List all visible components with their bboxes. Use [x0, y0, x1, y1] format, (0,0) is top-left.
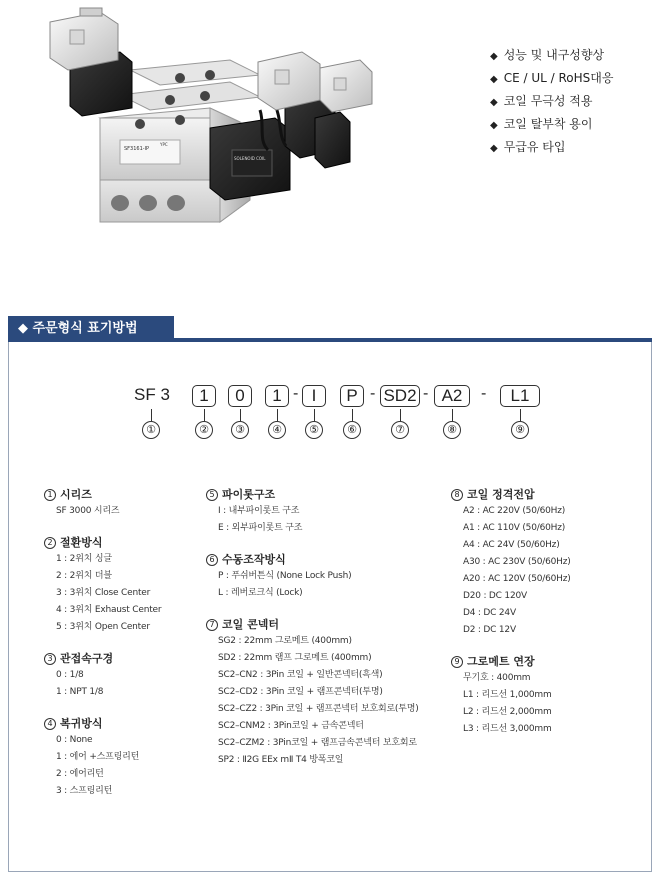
- list-item: 무기호 : 400mm: [463, 673, 531, 683]
- group-items-manual: [218, 568, 419, 602]
- marker-3: ③: [231, 421, 249, 439]
- diamond-bullet-icon: ◆: [490, 120, 498, 131]
- leader-line: [204, 409, 205, 421]
- code-box-connector: SD2: [380, 385, 420, 407]
- marker-5: ⑤: [305, 421, 323, 439]
- diamond-bullet-icon: ◆: [490, 97, 498, 108]
- list-item: A30 : AC 230V (50/60Hz): [463, 557, 571, 567]
- list-item: E : 외부파이롯트 구조: [218, 523, 303, 533]
- marker-1: ①: [142, 421, 160, 439]
- list-item: I : 내부파이롯트 구조: [218, 506, 300, 516]
- marker-9: ⑨: [511, 421, 529, 439]
- list-item: A20 : AC 120V (50/60Hz): [463, 574, 571, 584]
- code-box-port: 0: [228, 385, 252, 407]
- list-item: 3 : 스프링리턴: [56, 786, 113, 796]
- list-item: SC2–CZ2 : 3Pin 코일 + 램프콘넥터 보호회로(투명): [218, 704, 419, 714]
- list-item: 1 : NPT 1/8: [56, 687, 104, 697]
- order-code-panel: [8, 342, 652, 872]
- list-item: A1 : AC 110V (50/60Hz): [463, 523, 566, 533]
- group-title-series: 1 시리즈: [44, 486, 161, 503]
- svg-text:SOLENOID COIL: SOLENOID COIL: [234, 156, 266, 161]
- diamond-bullet-icon: ◆: [490, 51, 498, 62]
- list-item: 1 : 2위치 싱글: [56, 554, 112, 564]
- list-item: SF 3000 시리즈: [56, 506, 120, 516]
- feature-item: ◆ CE / UL / RoHS대응: [490, 71, 614, 85]
- leader-line: [400, 409, 401, 421]
- group-items-port-size: [56, 667, 161, 701]
- group-title-return: 4 복귀방식: [44, 715, 161, 732]
- feature-item: ◆ 성능 및 내구성향상: [490, 48, 605, 62]
- marker-8: ⑧: [443, 421, 461, 439]
- marker-2: ②: [195, 421, 213, 439]
- group-title-connector: 7 코일 콘넥터: [206, 616, 419, 633]
- marker-4: ④: [268, 421, 286, 439]
- svg-text:SF3161-IP: SF3161-IP: [124, 146, 150, 152]
- list-item: 1 : 에어 +스프링리턴: [56, 752, 140, 762]
- list-item: 0 : None: [56, 735, 93, 745]
- legend-column-3: [451, 486, 571, 752]
- diamond-bullet-icon: ◆: [18, 321, 33, 336]
- leader-line: [352, 409, 353, 421]
- section-header: [8, 316, 652, 342]
- leader-line: [240, 409, 241, 421]
- code-dash: -: [370, 385, 376, 402]
- group-title-port-size: 3 관접속구경: [44, 650, 161, 667]
- legend-column-1: [44, 486, 161, 814]
- list-item: A2 : AC 220V (50/60Hz): [463, 506, 566, 516]
- code-box-return: 1: [265, 385, 289, 407]
- feature-list: [490, 44, 613, 159]
- list-item: L2 : 리드선 2,000mm: [463, 707, 552, 717]
- feature-item: ◆ 코일 탈부착 용이: [490, 117, 593, 131]
- list-item: D2 : DC 12V: [463, 625, 516, 635]
- list-item: L1 : 리드선 1,000mm: [463, 690, 552, 700]
- code-dash: -: [423, 385, 429, 402]
- leader-line: [314, 409, 315, 421]
- leader-line: [452, 409, 453, 421]
- list-item: 4 : 3위치 Exhaust Center: [56, 605, 162, 615]
- diamond-bullet-icon: ◆: [490, 74, 498, 85]
- list-item: SC2–CNM2 : 3Pin코일 + 금속콘넥터: [218, 721, 364, 731]
- list-item: SD2 : 22mm 램프 그로메트 (400mm): [218, 653, 372, 663]
- list-item: 5 : 3위치 Open Center: [56, 622, 150, 632]
- section-title-tab: [8, 316, 174, 342]
- group-title-pilot: 5 파이롯구조: [206, 486, 419, 503]
- leader-line: [520, 409, 521, 421]
- list-item: SP2 : Ⅱ2G EEx mⅡ T4 방폭코일: [218, 755, 344, 765]
- group-title-voltage: 8 코일 정격전압: [451, 486, 571, 503]
- group-items-grommet: [463, 670, 571, 738]
- code-dash: -: [293, 385, 299, 402]
- list-item: 2 : 에어리턴: [56, 769, 104, 779]
- list-item: A4 : AC 24V (50/60Hz): [463, 540, 560, 550]
- code-box-switching: 1: [192, 385, 216, 407]
- diamond-bullet-icon: ◆: [490, 143, 498, 154]
- feature-item: ◆ 무급유 타입: [490, 140, 566, 154]
- feature-item: ◆ 코일 무극성 적용: [490, 94, 593, 108]
- list-item: P : 푸쉬버튼식 (None Lock Push): [218, 571, 352, 581]
- section-title: 주문형식 표기방법: [32, 321, 138, 336]
- code-dash: -: [481, 385, 487, 402]
- list-item: 3 : 3위치 Close Center: [56, 588, 151, 598]
- marker-6: ⑥: [343, 421, 361, 439]
- list-item: D20 : DC 120V: [463, 591, 527, 601]
- legend-column-2: [206, 486, 419, 783]
- group-items-return: [56, 732, 161, 800]
- code-box-pilot: I: [302, 385, 326, 407]
- code-prefix: SF 3: [134, 385, 170, 404]
- group-title-switching: 2 절환방식: [44, 534, 161, 551]
- list-item: SC2–CZM2 : 3Pin코일 + 램프금속콘넥터 보호회로: [218, 738, 417, 748]
- list-item: SC2–CD2 : 3Pin 코일 + 램프콘넥터(투명): [218, 687, 383, 697]
- group-items-pilot: [218, 503, 419, 537]
- svg-text:YPC: YPC: [160, 142, 168, 147]
- group-title-grommet: 9 그로메트 연장: [451, 653, 571, 670]
- list-item: 2 : 2위치 더블: [56, 571, 112, 581]
- list-item: SC2–CN2 : 3Pin 코일 + 일반콘넥터(흑색): [218, 670, 383, 680]
- group-title-manual: 6 수동조작방식: [206, 551, 419, 568]
- product-photo-solenoid-valve: [20, 0, 390, 240]
- leader-line: [277, 409, 278, 421]
- code-box-manual: P: [340, 385, 364, 407]
- group-items-voltage: [463, 503, 571, 639]
- leader-line: [151, 409, 152, 421]
- list-item: D4 : DC 24V: [463, 608, 516, 618]
- group-items-connector: [218, 633, 419, 769]
- code-box-voltage: A2: [434, 385, 470, 407]
- list-item: L : 레버로크식 (Lock): [218, 588, 303, 598]
- code-box-grommet: L1: [500, 385, 540, 407]
- list-item: 0 : 1/8: [56, 670, 84, 680]
- marker-7: ⑦: [391, 421, 409, 439]
- list-item: L3 : 리드선 3,000mm: [463, 724, 552, 734]
- group-items-series: [56, 503, 161, 520]
- list-item: SG2 : 22mm 그로메트 (400mm): [218, 636, 352, 646]
- group-items-switching: [56, 551, 161, 636]
